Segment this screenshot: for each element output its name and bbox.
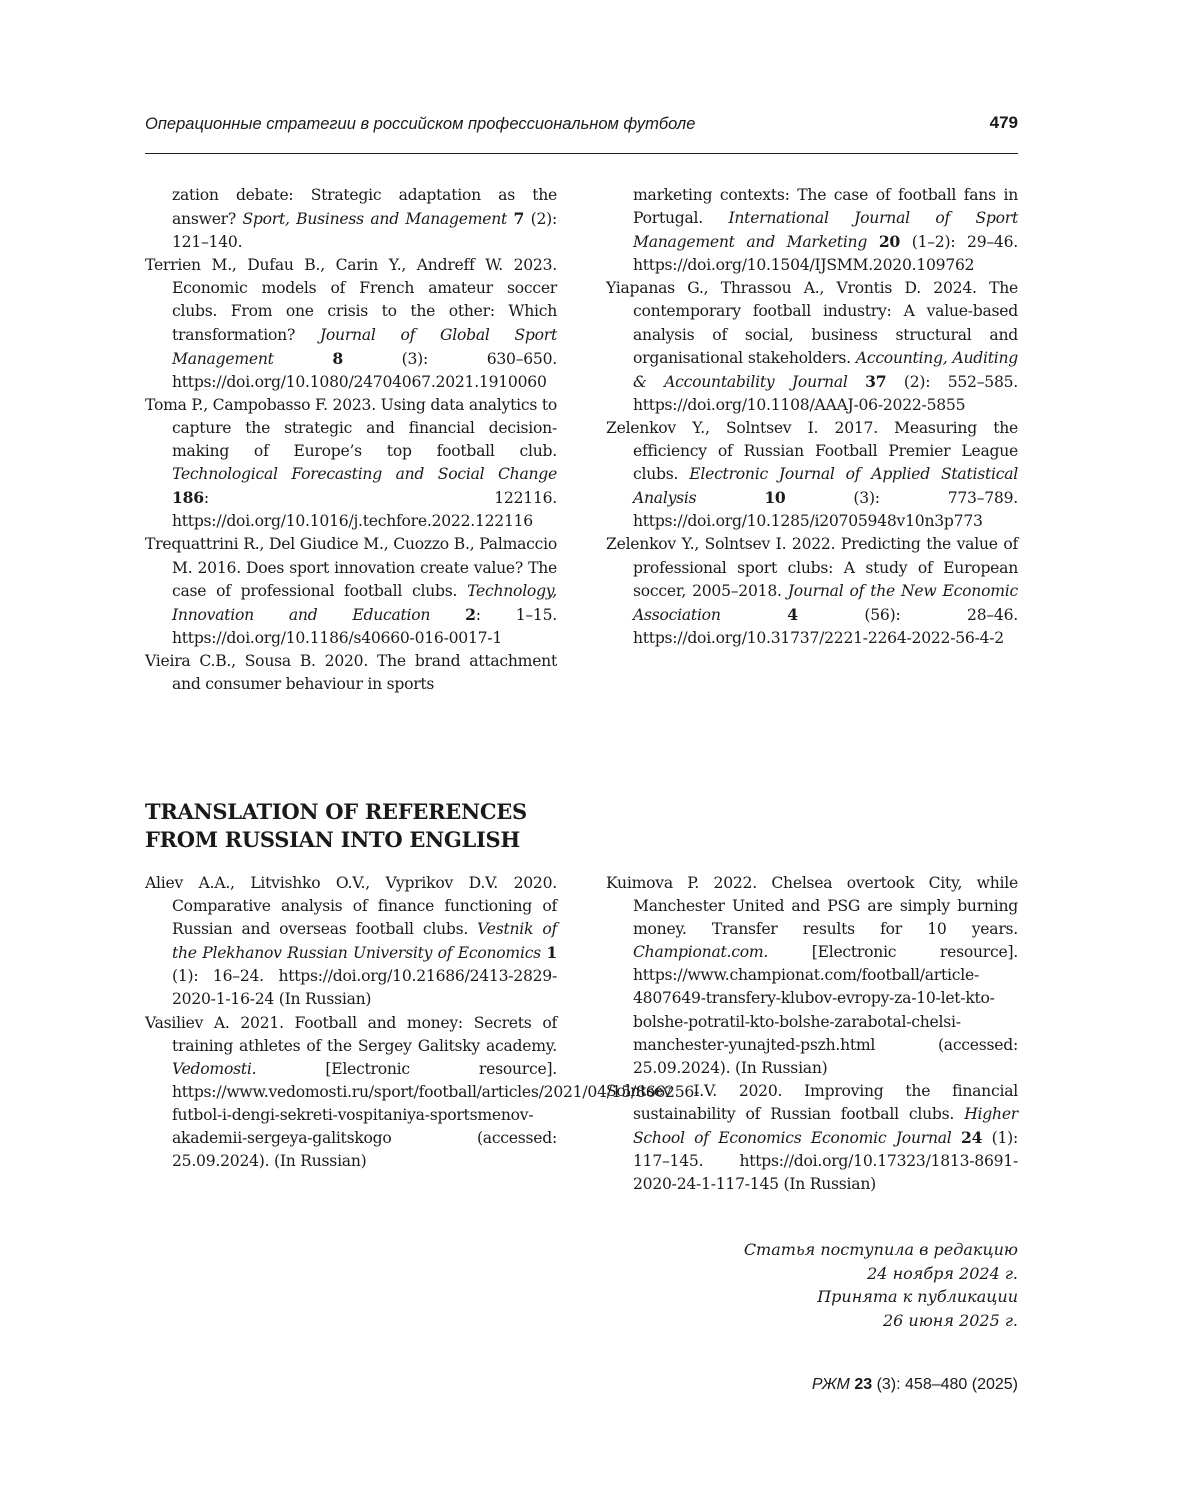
- reference-details: (2): 121–140.: [172, 210, 557, 252]
- reference-entry: [145, 650, 557, 696]
- references-column-right: [606, 184, 1018, 650]
- section-title: [145, 798, 575, 854]
- reference-volume: 2: [465, 604, 476, 624]
- reference-volume: 10: [764, 488, 786, 508]
- reference-text: Aliev A.A., Litvishko O.V., Vyprikov D.V. 2020. Comparative analysis of finance functioning of Russian and overseas football clubs.: [145, 874, 557, 939]
- reference-entry: [606, 277, 1018, 417]
- reference-journal: Technology, Innovation and Education: [172, 581, 557, 624]
- reference-entry: [145, 184, 557, 254]
- reference-details: [Electronic resource]. https://www.vedomosti.ru/sport/football/articles/2021/04/15/866256-futbol-i-dengi-sekreti-vospitaniya-sportsmenov-akademii-sergeya-galitskogo (accessed: 25.09.2024). (In Russian): [172, 1059, 700, 1171]
- reference-volume: 1: [546, 943, 557, 963]
- reference-text: Vasiliev A. 2021. Football and money: Secrets of training athletes of the Sergey Galitsky academy.: [145, 1013, 557, 1055]
- translated-references-column-right: [606, 872, 1018, 1196]
- reference-entry: [606, 1080, 1018, 1196]
- reference-journal: Technological Forecasting and Social Change: [172, 465, 557, 484]
- reference-volume: 186: [172, 488, 204, 508]
- journal-volume: 23: [854, 1376, 873, 1393]
- running-header: [145, 112, 1018, 140]
- journal-footer: [812, 1376, 1018, 1394]
- header-rule: [145, 153, 1018, 154]
- reference-journal: Accounting, Auditing & Accountability Journal: [633, 348, 1018, 391]
- reference-text: Vieira C.B., Sousa B. 2020. The brand attachment and consumer behaviour in sports: [145, 651, 557, 693]
- journal-abbrev: РЖМ: [811, 1376, 850, 1393]
- reference-entry: [145, 1012, 700, 1174]
- reference-journal: Higher School of Economics Economic Journal: [633, 1104, 1018, 1148]
- reference-text: Solntsev I.V. 2020. Improving the financial sustainability of Russian football clubs.: [606, 1081, 1018, 1123]
- reference-entry: [145, 394, 557, 534]
- section-title-line: TRANSLATION OF REFERENCES: [145, 799, 527, 824]
- reference-journal: Vestnik of the Plekhanov Russian University of Economics: [172, 920, 557, 963]
- received-label: Статья поступила в редакцию: [743, 1240, 1018, 1259]
- reference-journal: Electronic Journal of Applied Statistical Analysis: [633, 465, 1018, 508]
- reference-volume: 20: [878, 232, 901, 252]
- reference-text: Kuimova P. 2022. Chelsea overtook City, while Manchester United and PSG are simply burning money. Transfer results for 10 years.: [606, 874, 1018, 939]
- reference-details: : 122116. https://doi.org/10.1016/j.techfore.2022.122116: [172, 489, 557, 531]
- received-date: 24 ноября 2024 г.: [867, 1263, 1018, 1283]
- reference-text: zation debate: Strategic adaptation as the answer?: [172, 186, 557, 229]
- reference-text: Zelenkov Y., Solntsev I. 2017. Measuring the efficiency of Russian Football Premier League clubs.: [606, 418, 1018, 484]
- reference-volume: 4: [787, 604, 798, 624]
- accepted-date: 26 июня 2025 г.: [882, 1310, 1018, 1330]
- reference-text: marketing contexts: The case of football fans in Portugal.: [633, 186, 1018, 228]
- reference-entry: [145, 872, 557, 1012]
- reference-journal: Journal of the New Economic Association: [633, 581, 1018, 624]
- references-column-left: [145, 184, 557, 696]
- accepted-label: Принята к публикации: [817, 1287, 1018, 1306]
- reference-volume: 24: [960, 1128, 983, 1148]
- journal-issue-pages: (3): 458–480 (2025): [872, 1376, 1018, 1393]
- submission-dates: [606, 1238, 1018, 1332]
- reference-text: Trequattrini R., Del Giudice M., Cuozzo B., Palmaccio M. 2016. Does sport innovation create value? The case of professional football clubs.: [145, 535, 557, 600]
- reference-text: Toma P., Campobasso F. 2023. Using data analytics to capture the strategic and financial decision-making of Europe’s top football club.: [145, 395, 557, 461]
- reference-details: (1): 16–24. https://doi.org/10.21686/2413-2829-2020-1-16-24 (In Russian): [172, 967, 557, 1009]
- reference-entry: [145, 254, 557, 394]
- reference-entry: [606, 533, 1018, 649]
- reference-volume: 8: [332, 348, 343, 368]
- translated-references-column-left: [145, 872, 700, 1173]
- reference-text: Zelenkov Y., Solntsev I. 2022. Predicting the value of professional sport clubs: A study of European soccer, 2005–2018.: [606, 535, 1018, 600]
- reference-volume: 37: [865, 371, 887, 391]
- reference-entry: [606, 184, 1018, 277]
- page-number: 479: [989, 113, 1018, 132]
- running-title: Операционные стратегии в российском профессиональном футболе: [145, 115, 696, 133]
- reference-journal: Vedomosti.: [172, 1059, 257, 1078]
- reference-details: [Electronic resource]. https://www.championat.com/football/article-4807649-transfery-klubov-evropy-za-10-let-kto-bolshe-potratil-kto-bolshe-zarabotal-chelsi-manchester-yunajted-pszh.html (accessed: 25.09.2024). (In Russian): [633, 943, 1018, 1077]
- reference-details: (56): 28–46. https://doi.org/10.31737/2221-2264-2022-56-4-2: [633, 605, 1018, 647]
- reference-journal: Championat.com.: [633, 943, 769, 962]
- reference-details: (2): 552–585. https://doi.org/10.1108/AAAJ-06-2022-5855: [633, 372, 1018, 414]
- section-title-line: FROM RUSSIAN INTO ENGLISH: [145, 827, 520, 852]
- reference-volume: 7: [513, 209, 525, 229]
- reference-entry: [606, 417, 1018, 533]
- reference-details: (3): 773–789. https://doi.org/10.1285/i20705948v10n3p773: [633, 489, 1018, 531]
- reference-journal: Journal of Global Sport Management: [172, 325, 557, 368]
- reference-text: Yiapanas G., Thrassou A., Vrontis D. 2024. The contemporary football industry: A value-based analysis of social, business structural and organisational stakeholders.: [606, 279, 1018, 367]
- reference-details: : 1–15. https://doi.org/10.1186/s40660-016-0017-1: [172, 605, 557, 647]
- reference-details: (1–2): 29–46. https://doi.org/10.1504/IJSMM.2020.109762: [633, 233, 1018, 275]
- reference-journal: Sport, Business and Management: [242, 210, 508, 229]
- reference-entry: [606, 872, 1018, 1080]
- reference-entry: [145, 533, 557, 649]
- reference-details: (3): 630–650. https://doi.org/10.1080/24704067.2021.1910060: [172, 349, 557, 391]
- reference-journal: International Journal of Sport Management and Marketing: [633, 209, 1018, 252]
- reference-details: (1): 117–145. https://doi.org/10.17323/1813-8691-2020-24-1-117-145 (In Russian): [633, 1129, 1018, 1194]
- reference-text: Terrien M., Dufau B., Carin Y., Andreff W. 2023. Economic models of French amateur soccer clubs. From one crisis to the other: Which transformation?: [145, 256, 557, 344]
